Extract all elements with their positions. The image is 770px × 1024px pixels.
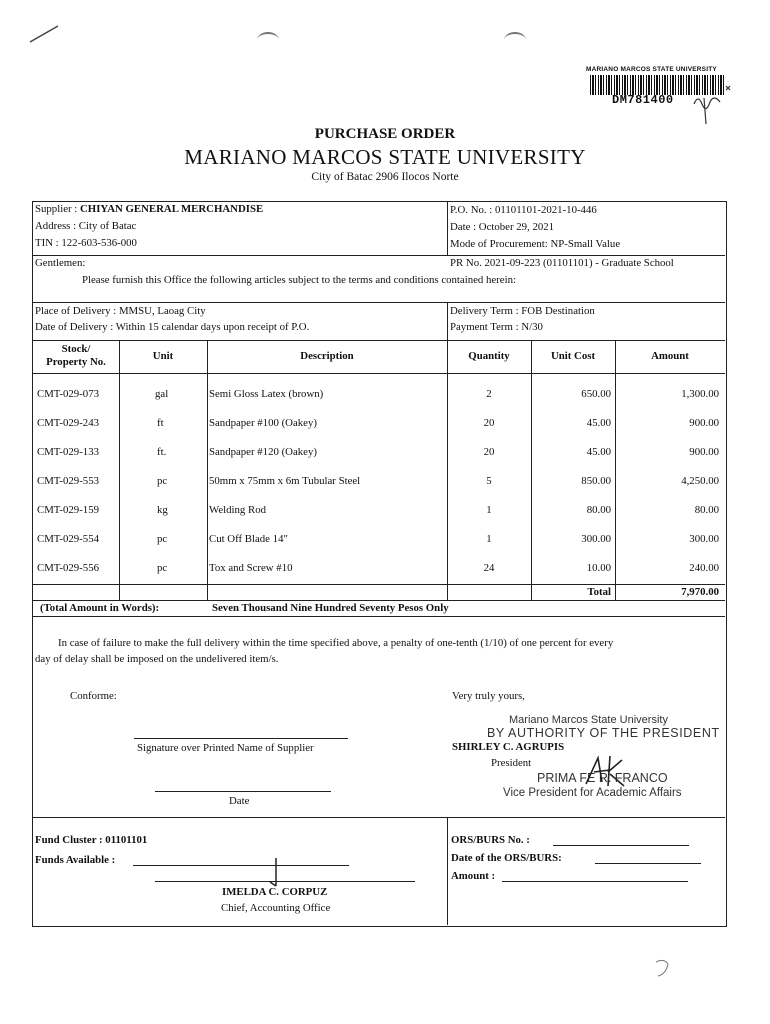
po-number: P.O. No. : 01101101-2021-10-446 [450, 204, 597, 216]
closing-text: Very truly yours, [452, 690, 525, 702]
cell-quantity: 2 [486, 388, 492, 400]
cell-unit-cost: 10.00 [586, 562, 611, 574]
cell-unit-cost: 80.00 [586, 504, 611, 516]
cell-stock: CMT-029-556 [37, 562, 99, 574]
header-unit-cost: Unit Cost [550, 350, 596, 362]
cell-stock: CMT-029-133 [37, 446, 99, 458]
cell-description: Welding Rod [209, 504, 267, 516]
cell-unit-cost: 300.00 [581, 533, 611, 545]
penalty-clause-line2: day of delay shall be imposed on the undelivered item/s. [35, 653, 279, 665]
cell-quantity: 24 [483, 562, 495, 574]
university-address: City of Batac 2906 Ilocos Norte [311, 171, 459, 183]
supplier-line [35, 203, 263, 216]
accounting-signature-mark [266, 856, 286, 890]
cell-unit: pc [157, 533, 168, 545]
cell-amount: 900.00 [689, 417, 719, 429]
barcode-number: DM781400 [612, 93, 674, 107]
cell-quantity: 20 [483, 446, 495, 458]
cell-description: Sandpaper #120 (Oakey) [209, 446, 317, 458]
pen-mark [652, 956, 674, 980]
cell-unit-cost: 45.00 [586, 446, 611, 458]
cell-unit: ft [157, 417, 164, 429]
cell-description: Semi Gloss Latex (brown) [209, 388, 324, 400]
ors-burs-number-line [553, 845, 689, 846]
funds-available-line [133, 865, 349, 866]
conforme-label: Conforme: [70, 690, 117, 702]
total-label: Total [587, 586, 611, 598]
delivery-place: Place of Delivery : MMSU, Laoag City [35, 305, 206, 317]
handwritten-signature [580, 752, 626, 792]
amount-in-words-label: (Total Amount in Words): [40, 602, 160, 614]
fund-cluster: Fund Cluster : 01101101 [35, 834, 148, 846]
date-caption: Date [229, 795, 250, 807]
amount-in-words-value: Seven Thousand Nine Hundred Seventy Pesos Only [212, 602, 449, 614]
cell-description: Sandpaper #100 (Oakey) [209, 417, 317, 429]
table-row [33, 467, 725, 496]
ors-burs-date-line [595, 863, 701, 864]
vp-name: PRIMA FE R. FRANCO [537, 771, 668, 785]
table-row [33, 438, 725, 467]
ors-burs-amount-line [502, 881, 688, 882]
header-quantity: Quantity [468, 350, 510, 362]
cell-amount: 240.00 [689, 562, 719, 574]
penalty-clause-line1: In case of failure to make the full delivery within the time specified above, a penalty of one-tenth (1/10) of one percent for every [58, 637, 614, 649]
date-line [155, 791, 331, 792]
handwritten-initials [690, 82, 740, 128]
supplier-signature-line [134, 738, 348, 739]
cell-stock: CMT-029-553 [37, 475, 99, 487]
delivery-term: Delivery Term : FOB Destination [450, 305, 595, 317]
cell-stock: CMT-029-073 [37, 388, 99, 400]
pen-mark [28, 20, 64, 46]
header-description: Description [300, 350, 354, 362]
accounting-officer-title: Chief, Accounting Office [221, 902, 331, 914]
supplier-signature-caption: Signature over Printed Name of Supplier [137, 742, 314, 754]
payment-term: Payment Term : N/30 [450, 321, 543, 333]
cell-description: Cut Off Blade 14" [209, 533, 288, 545]
instruction-text: Please furnish this Office the following articles subject to the terms and conditions contained herein: [82, 274, 516, 286]
cell-quantity: 1 [486, 533, 492, 545]
table-row [33, 409, 725, 438]
table-row [33, 525, 725, 554]
stamp-authority: BY AUTHORITY OF THE PRESIDENT [487, 726, 720, 740]
supplier-label: Supplier : [35, 203, 78, 215]
cell-quantity: 20 [483, 417, 495, 429]
supplier-tin: TIN : 122-603-536-000 [35, 237, 137, 249]
cell-unit: pc [157, 562, 168, 574]
cell-description: 50mm x 75mm x 6m Tubular Steel [209, 475, 361, 487]
document-title: PURCHASE ORDER [314, 126, 456, 142]
cell-amount: 1,300.00 [681, 388, 719, 400]
punch-hole-mark [257, 32, 279, 48]
ors-burs-number-label: ORS/BURS No. : [451, 834, 530, 846]
cell-unit: gal [155, 388, 169, 400]
po-date: Date : October 29, 2021 [450, 221, 555, 233]
stamp-university: Mariano Marcos State University [509, 714, 668, 726]
cell-stock: CMT-029-159 [37, 504, 99, 516]
header-stock: Stock/ Property No. [46, 343, 106, 368]
cell-unit: ft. [157, 446, 167, 458]
barcode-header: MARIANO MARCOS STATE UNIVERSITY [586, 66, 717, 73]
procurement-mode: Mode of Procurement: NP-Small Value [450, 238, 621, 250]
university-name: MARIANO MARCOS STATE UNIVERSITY [184, 145, 586, 169]
ors-burs-date-label: Date of the ORS/BURS: [451, 852, 562, 864]
president-title: President [491, 757, 532, 769]
pr-number: PR No. 2021-09-223 (01101101) - Graduate School [450, 257, 674, 269]
cell-unit: kg [157, 504, 168, 516]
supplier-name: CHIYAN GENERAL MERCHANDISE [80, 203, 264, 215]
cell-amount: 4,250.00 [681, 475, 719, 487]
cell-amount: 80.00 [694, 504, 719, 516]
header-unit: Unit [152, 350, 174, 362]
vp-title: Vice President for Academic Affairs [503, 787, 682, 799]
table-row [33, 496, 725, 525]
delivery-date: Date of Delivery : Within 15 calendar days upon receipt of P.O. [35, 321, 310, 333]
funds-available-label: Funds Available : [35, 854, 116, 866]
cell-amount: 900.00 [689, 446, 719, 458]
punch-hole-mark [504, 32, 526, 48]
table-row [33, 380, 725, 409]
cell-quantity: 1 [486, 504, 492, 516]
cell-unit-cost: 650.00 [581, 388, 611, 400]
supplier-address: Address : City of Batac [35, 220, 137, 232]
table-row [33, 554, 725, 583]
total-value: 7,970.00 [681, 586, 719, 598]
cell-unit: pc [157, 475, 168, 487]
ors-burs-amount-label: Amount : [451, 870, 496, 882]
salutation: Gentlemen: [35, 257, 86, 269]
cell-quantity: 5 [486, 475, 492, 487]
header-amount: Amount [651, 350, 689, 362]
president-name: SHIRLEY C. AGRUPIS [452, 741, 565, 753]
cell-description: Tox and Screw #10 [209, 562, 293, 574]
cell-unit-cost: 850.00 [581, 475, 611, 487]
accounting-officer-name: IMELDA C. CORPUZ [222, 886, 328, 898]
cell-unit-cost: 45.00 [586, 417, 611, 429]
cell-stock: CMT-029-554 [37, 533, 99, 545]
cell-stock: CMT-029-243 [37, 417, 99, 429]
cell-amount: 300.00 [689, 533, 719, 545]
